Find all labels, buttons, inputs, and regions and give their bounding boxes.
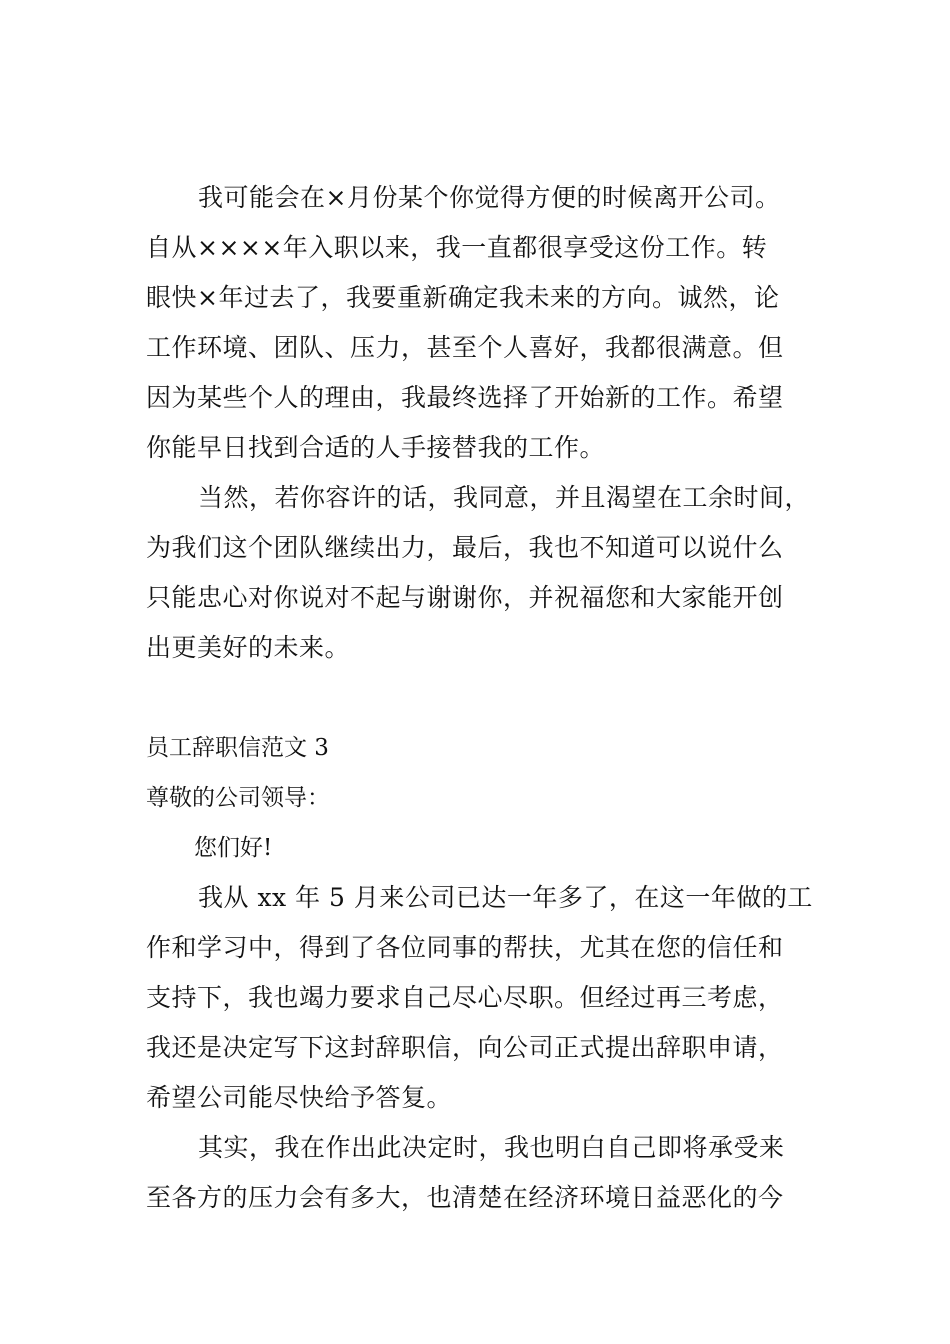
paragraph-4-line-2: 至各方的压力会有多大，也清楚在经济环境日益恶化的今: [146, 1183, 784, 1212]
paragraph-1-line-3: 眼快×年过去了，我要重新确定我未来的方向。诚然，论: [146, 283, 780, 312]
paragraph-3-line-2: 作和学习中，得到了各位同事的帮扶，尤其在您的信任和: [146, 933, 784, 962]
paragraph-3-line-1: 我从 xx 年 5 月来公司已达一年多了，在这一年做的工: [198, 883, 813, 912]
paragraph-1-line-2: 自从××××年入职以来，我一直都很享受这份工作。转: [146, 233, 768, 262]
salutation: 尊敬的公司领导：: [146, 785, 330, 811]
paragraph-3-line-5: 希望公司能尽快给予答复。: [146, 1083, 453, 1112]
paragraph-4-line-1: 其实，我在作出此决定时，我也明白自己即将承受来: [198, 1133, 785, 1162]
paragraph-2-line-2: 为我们这个团队继续出力，最后，我也不知道可以说什么: [146, 533, 784, 562]
paragraph-1-line-5: 因为某些个人的理由，我最终选择了开始新的工作。希望: [146, 383, 784, 412]
paragraph-1-line-4: 工作环境、团队、压力，甚至个人喜好，我都很满意。但: [146, 333, 784, 362]
paragraph-1-line-1: 我可能会在×月份某个你觉得方便的时候离开公司。: [198, 183, 781, 212]
section-title: 员工辞职信范文 3: [146, 735, 329, 761]
paragraph-2-line-4: 出更美好的未来。: [146, 633, 351, 662]
paragraph-3-line-3: 支持下，我也竭力要求自己尽心尽职。但经过再三考虑，: [146, 983, 784, 1012]
paragraph-3-line-4: 我还是决定写下这封辞职信，向公司正式提出辞职申请，: [146, 1033, 784, 1062]
greeting: 您们好!: [194, 835, 273, 861]
paragraph-2-line-1: 当然，若你容许的话，我同意，并且渴望在工余时间，: [198, 483, 811, 512]
paragraph-1-line-6: 你能早日找到合适的人手接替我的工作。: [146, 433, 606, 462]
paragraph-2-line-3: 只能忠心对你说对不起与谢谢你，并祝福您和大家能开创: [146, 583, 784, 612]
